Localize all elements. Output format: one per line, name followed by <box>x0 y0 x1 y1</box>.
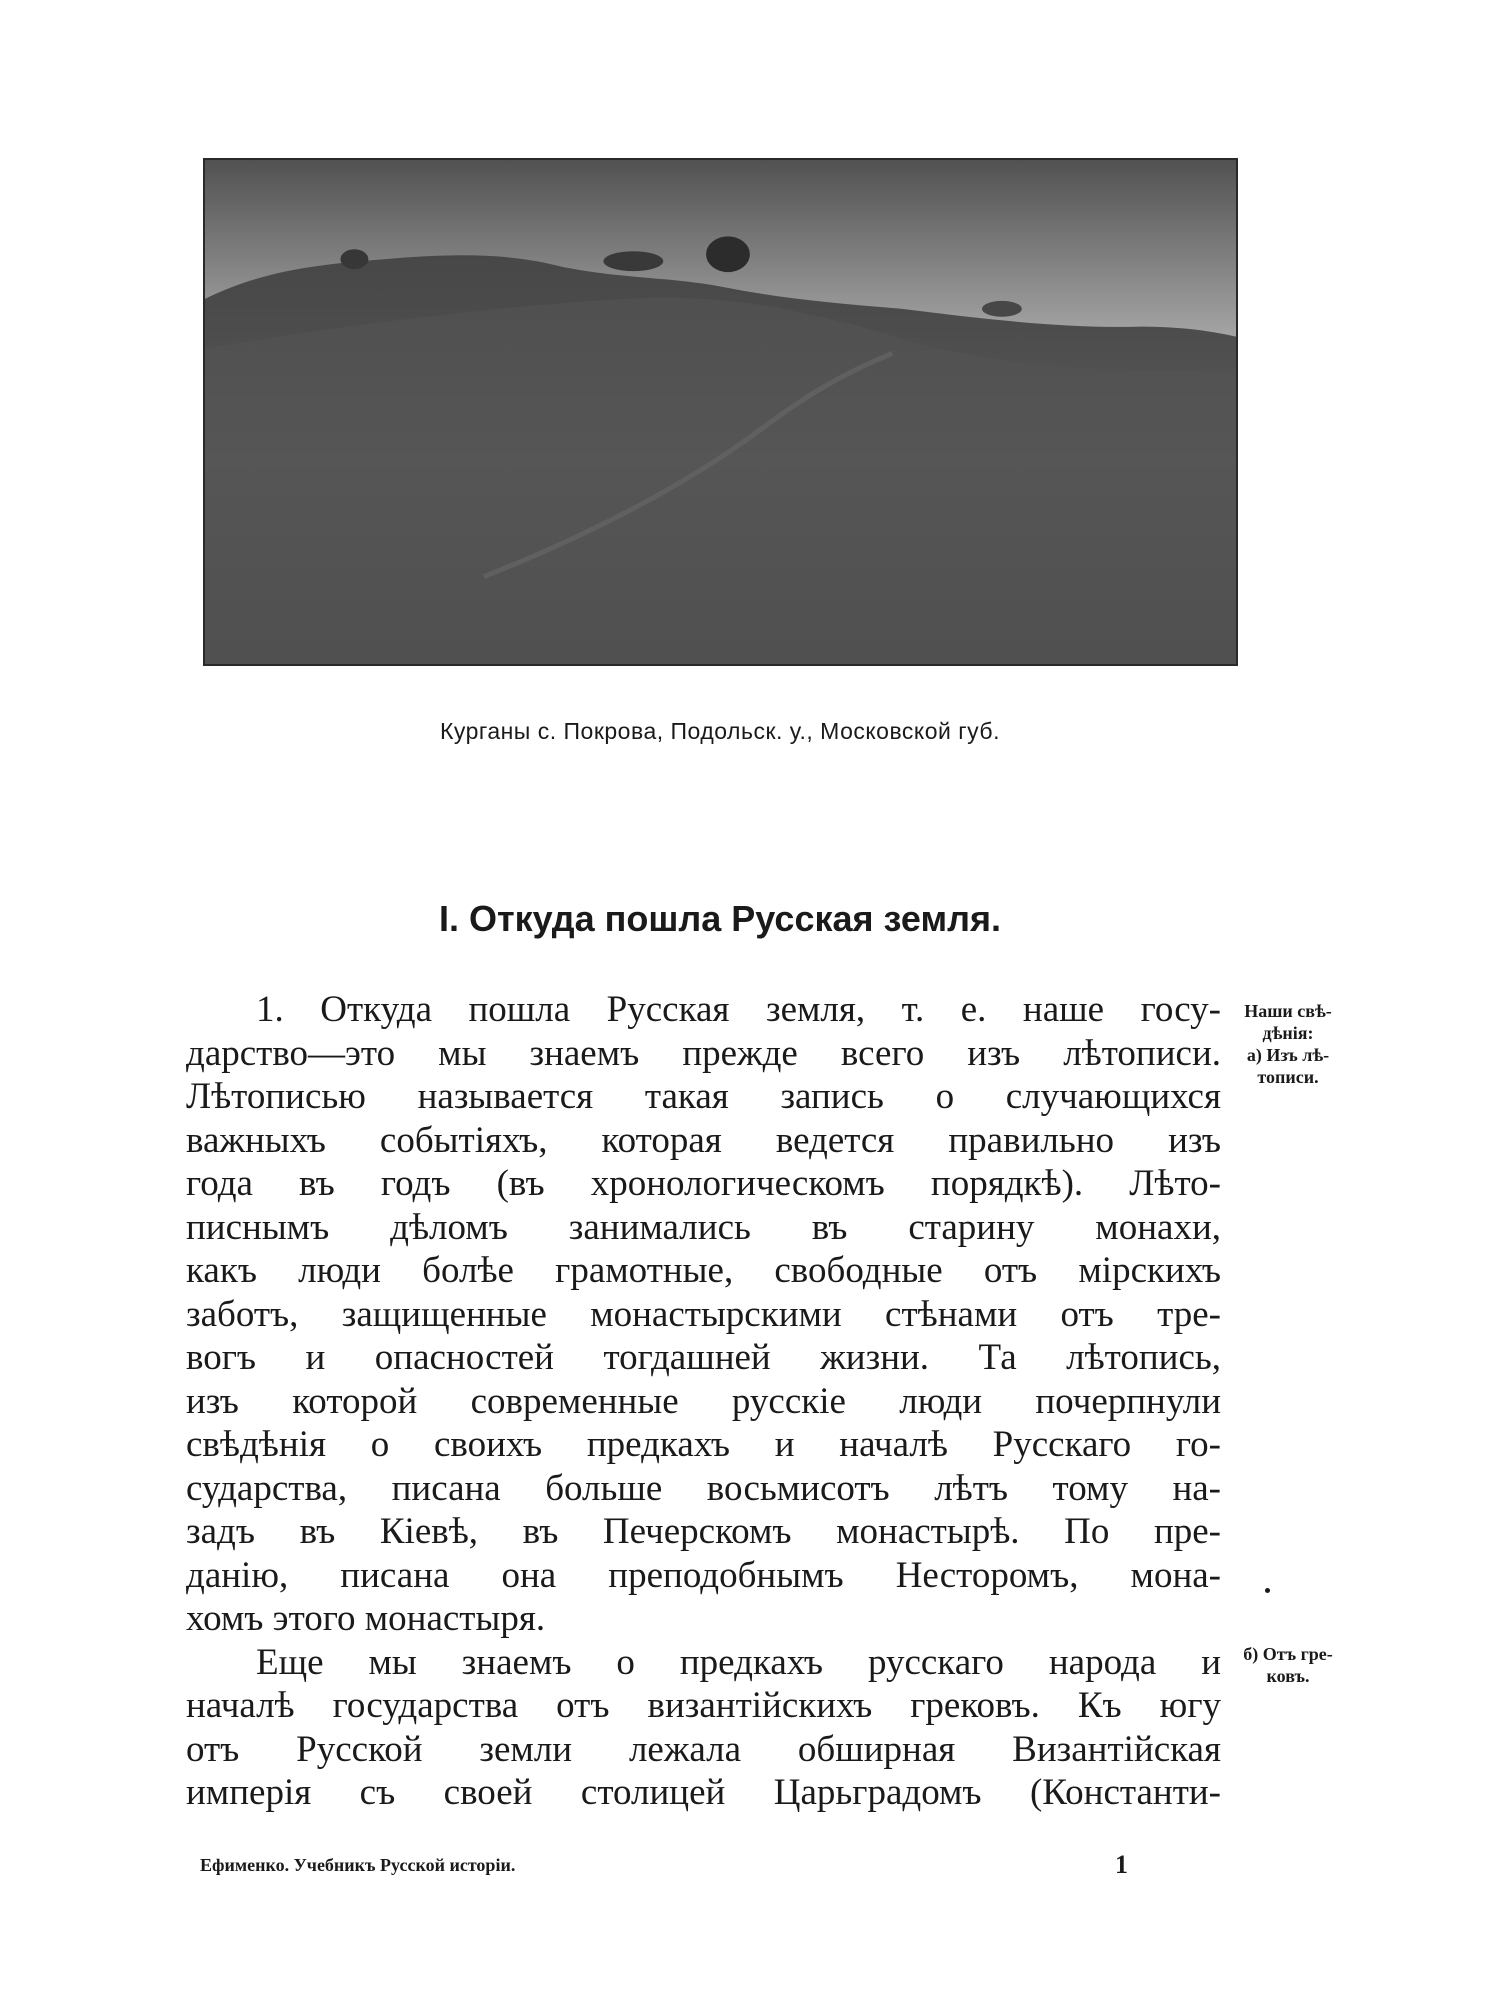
text-line: изъ которой современные русскіе люди почерпнули <box>186 1380 1221 1422</box>
print-speck <box>1265 1588 1270 1593</box>
text-line: дарство—это мы знаемъ прежде всего изъ лѣтописи. <box>186 1032 1221 1074</box>
page-number: 1 <box>1115 1850 1128 1879</box>
text-line: писнымъ дѣломъ занимались въ старину монахи, <box>186 1206 1221 1248</box>
body-paragraphs <box>186 988 1221 1815</box>
text-line: заботъ, защищенные монастырскими стѣнами отъ тре- <box>186 1293 1221 1335</box>
text-line: отъ Русской земли лежала обширная Византійская <box>186 1728 1221 1770</box>
text-line: года въ годъ (въ хронологическомъ порядкѣ). Лѣто- <box>186 1163 1221 1204</box>
landscape-illustration <box>205 160 1236 664</box>
text-line: Лѣтописью называется такая запись о случающихся <box>186 1076 1221 1117</box>
text-line: вогъ и опасностей тогдашней жизни. Та лѣтопись, <box>186 1337 1221 1378</box>
text-line: важныхъ событіяхъ, которая ведется правильно изъ <box>186 1119 1221 1161</box>
text-line: хомъ этого монастыря. <box>186 1598 546 1639</box>
margin-note-chronicle: Наши свѣ- дѣнія: а) Изъ лѣ- тописи. <box>1244 1001 1332 1087</box>
footer-book-title: Ефименко. Учебникъ Русской исторіи. <box>200 1855 516 1875</box>
text-line: имперія съ своей столицей Царьградомъ (Константи- <box>186 1772 1221 1813</box>
text-line: началѣ государства отъ византійскихъ грековъ. Къ югу <box>186 1685 1221 1726</box>
margin-note-greeks: б) Отъ гре- ковъ. <box>1243 1644 1333 1686</box>
text-line: задъ въ Кіевѣ, въ Печерскомъ монастырѣ. По пре- <box>186 1511 1221 1552</box>
text-line: какъ люди болѣе грамотные, свободные отъ мірскихъ <box>186 1250 1221 1291</box>
text-line: 1. Откуда пошла Русская земля, т. е. наше госу- <box>256 989 1221 1030</box>
chapter-title: I. Откуда пошла Русская земля. <box>439 898 1001 939</box>
text-line: свѣдѣнія о своихъ предкахъ и началѣ Русскаго го- <box>186 1424 1221 1465</box>
text-line: Еще мы знаемъ о предкахъ русскаго народа и <box>256 1641 1221 1683</box>
text-line: сударства, писана больше восьмисотъ лѣтъ тому на- <box>186 1467 1221 1509</box>
text-line: данію, писана она преподобнымъ Несторомъ, мона- <box>186 1554 1221 1596</box>
photo-caption: Курганы с. Покрова, Подольск. у., Московской губ. <box>440 718 1000 744</box>
landscape-photo <box>203 158 1238 666</box>
